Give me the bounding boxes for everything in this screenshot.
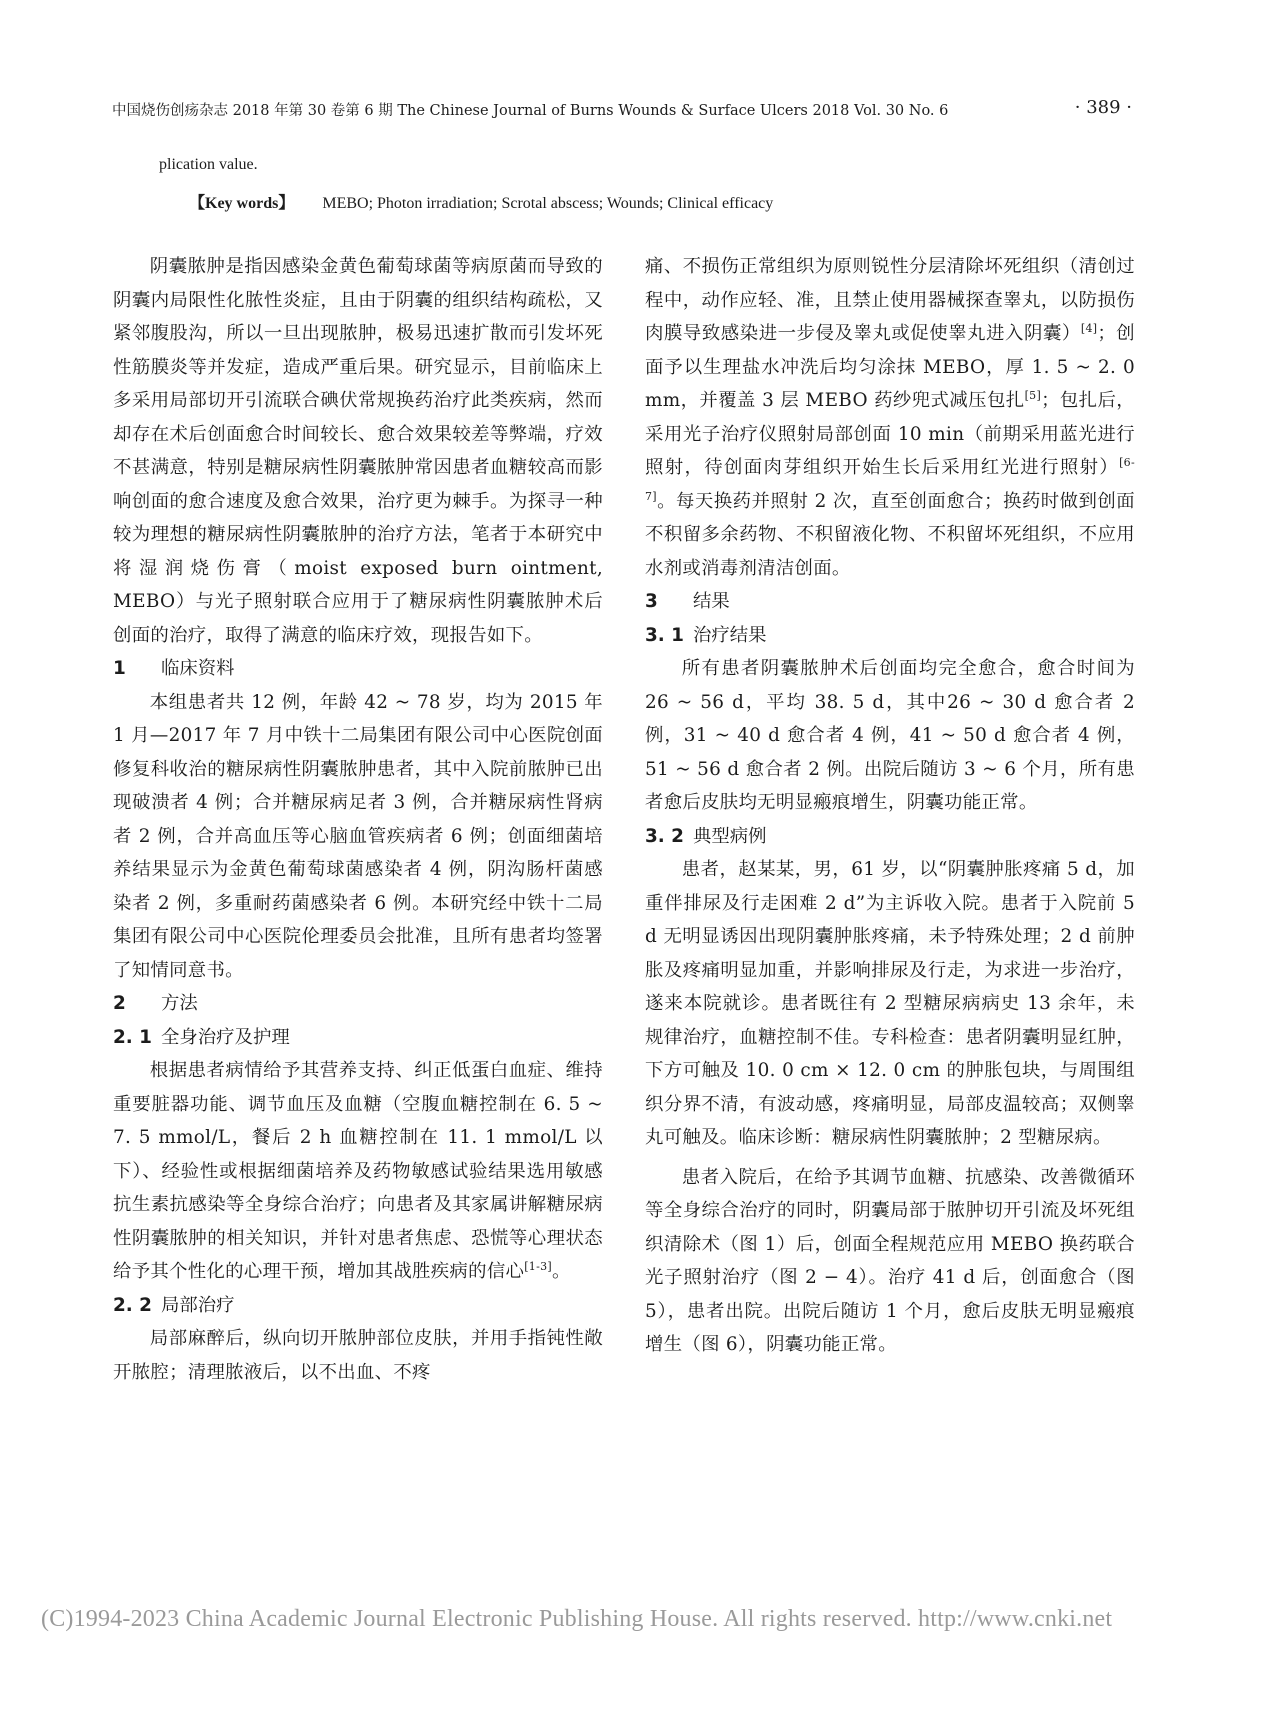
section-heading-2-1: 2. 1 全身治疗及护理 xyxy=(113,1026,290,1048)
section-heading-2-2: 2. 2 局部治疗 xyxy=(113,1294,235,1316)
section-heading-3-2: 3. 2 典型病例 xyxy=(645,825,767,847)
citation: [1-3] xyxy=(524,1259,552,1273)
abstract-tail: plication value. xyxy=(159,156,258,173)
case-paragraph-2: 患者入院后，在给予其调节血糖、抗感染、改善微循环等全身综合治疗的同时，阴囊局部于脓肿切开引流及坏死组织清除术（图 1）后，创面全程规范应用 MEBO 换药联合光子照射治疗（图 2 − 4）。治疗 41 d 后，创面愈合（图 5），患者出院。出院后随访 1 个月，愈后皮肤无明显瘢痕增生（图 6），阴囊功能正常。 xyxy=(645,1166,1135,1355)
right-column xyxy=(645,250,1135,1362)
keywords-text: MEBO; Photon irradiation; Scrotal abscess; Wounds; Clinical efficacy xyxy=(322,195,774,212)
keywords xyxy=(189,190,773,213)
left-column xyxy=(113,250,603,1389)
section-heading-3-1: 3. 1 治疗结果 xyxy=(645,624,767,646)
section-heading-3: 3 结果 xyxy=(645,591,730,612)
journal-citation: 中国烧伤创疡杂志 2018 年第 30 卷第 6 期 The Chinese Journal of Burns Wounds & Surface Ulcers 2018 Vol. 30 No. 6 xyxy=(112,103,949,119)
keywords-label: 【Key words】 xyxy=(189,195,295,212)
copyright-footer: (C)1994-2023 China Academic Journal Electronic Publishing House. All rights reserved. http://www.cnki.net xyxy=(41,1606,1113,1632)
section-1-paragraph: 本组患者共 12 例，年龄 42 ~ 78 岁，均为 2015 年 1 月—2017 年 7 月中铁十二局集团有限公司中心医院创面修复科收治的糖尿病性阴囊脓肿患者，其中入院前脓肿已出现破溃者 4 例；合并糖尿病足者 3 例，合并糖尿病性肾病者 2 例，合并高血压等心脑血管疾病者 6 例；创面细菌培养结果显示为金黄色葡萄球菌感染者 4 例，阴沟肠杆菌感染者 2 例，多重耐药菌感染者 6 例。本研究经中铁十二局集团有限公司中心医院伦理委员会批准，且所有患者均签署了知情同意书。 xyxy=(113,691,603,981)
intro-paragraph: 阴囊脓肿是指因感染金黄色葡萄球菌等病原菌而导致的阴囊内局限性化脓性炎症，且由于阴囊的组织结构疏松，又紧邻腹股沟，所以一旦出现脓肿，极易迅速扩散而引发坏死性筋膜炎等并发症，造成严重后果。研究显示，目前临床上多采用局部切开引流联合碘伏常规换药治疗此类疾病，然而却存在术后创面愈合时间较长、愈合效果较差等弊端，疗效不甚满意，特别是糖尿病性阴囊脓肿常因患者血糖较高而影响创面的愈合速度及愈合效果，治疗更为棘手。为探寻一种较为理想的糖尿病性阴囊脓肿的治疗方法，笔者于本研究中将湿润烧伤膏（moist exposed burn ointment, MEBO）与光子照射联合应用于了糖尿病性阴囊脓肿术后创面的治疗，取得了满意的临床疗效，现报告如下。 xyxy=(113,256,603,646)
citation: [5] xyxy=(1024,388,1042,402)
section-3-1-paragraph: 所有患者阴囊脓肿术后创面均完全愈合，愈合时间为 26 ~ 56 d，平均 38. 5 d，其中26 ~ 30 d 愈合者 2 例，31 ~ 40 d 愈合者 4 例，41 ~ 50 d 愈合者 4 例，51 ~ 56 d 愈合者 2 例。出院后随访 3 ~ 6 个月，所有患者愈后皮肤均无明显瘢痕增生，阴囊功能正常。 xyxy=(645,658,1135,813)
section-heading-1: 1 临床资料 xyxy=(113,658,235,679)
section-heading-2: 2 方法 xyxy=(113,993,198,1014)
citation: [4] xyxy=(1080,321,1098,335)
citation: [6-7] xyxy=(645,455,1135,503)
section-2-1-paragraph: 根据患者病情给予其营养支持、纠正低蛋白血症、维持重要脏器功能、调节血压及血糖（空腹血糖控制在 6. 5 ~ 7. 5 mmol/L，餐后 2 h 血糖控制在 11. 1 mmol/L 以下）、经验性或根据细菌培养及药物敏感试验结果选用敏感抗生素抗感染等全身综合治疗；向患者及其家属讲解糖尿病性阴囊脓肿的相关知识，并针对患者焦虑、恐慌等心理状态给予其个性化的心理干预，增加其战胜疾病的信心[1-3]。 xyxy=(113,1060,603,1282)
page-number: · 389 · xyxy=(1074,97,1132,118)
section-2-2-continued: 痛、不损伤正常组织为原则锐性分层清除坏死组织（清创过程中，动作应轻、准，且禁止使用器械探查睾丸，以防损伤肉膜导致感染进一步侵及睾丸或促使睾丸进入阴囊）[4]；创面予以生理盐水冲洗后均匀涂抹 MEBO，厚 1. 5 ~ 2. 0 mm，并覆盖 3 层 MEBO 药纱兜式减压包扎[5]；包扎后，采用光子治疗仪照射局部创面 10 min（前期采用蓝光进行照射，待创面肉芽组织开始生长后采用红光进行照射）[6-7]。每天换药并照射 2 次，直至创面愈合；换药时做到创面不积留多余药物、不积留液化物、不积留坏死组织，不应用水剂或消毒剂清洁创面。 xyxy=(645,256,1136,579)
running-header xyxy=(112,99,1132,125)
section-2-2-paragraph: 局部麻醉后，纵向切开脓肿部位皮肤，并用手指钝性敞开脓腔；清理脓液后，以不出血、不疼 xyxy=(113,1328,603,1383)
case-paragraph-1: 患者，赵某某，男，61 岁，以“阴囊肿胀疼痛 5 d，加重伴排尿及行走困难 2 d”为主诉收入院。患者于入院前 5 d 无明显诱因出现阴囊肿胀疼痛，未予特殊处理；2 d 前肿胀及疼痛明显加重，并影响排尿及行走，为求进一步治疗，遂来本院就诊。患者既往有 2 型糖尿病病史 13 余年，未规律治疗，血糖控制不佳。专科检查：患者阴囊明显红肿，下方可触及 10. 0 cm × 12. 0 cm 的肿胀包块，与周围组织分界不清，有波动感，疼痛明显，局部皮温较高；双侧睾丸可触及。临床诊断：糖尿病性阴囊脓肿；2 型糖尿病。 xyxy=(645,859,1135,1148)
